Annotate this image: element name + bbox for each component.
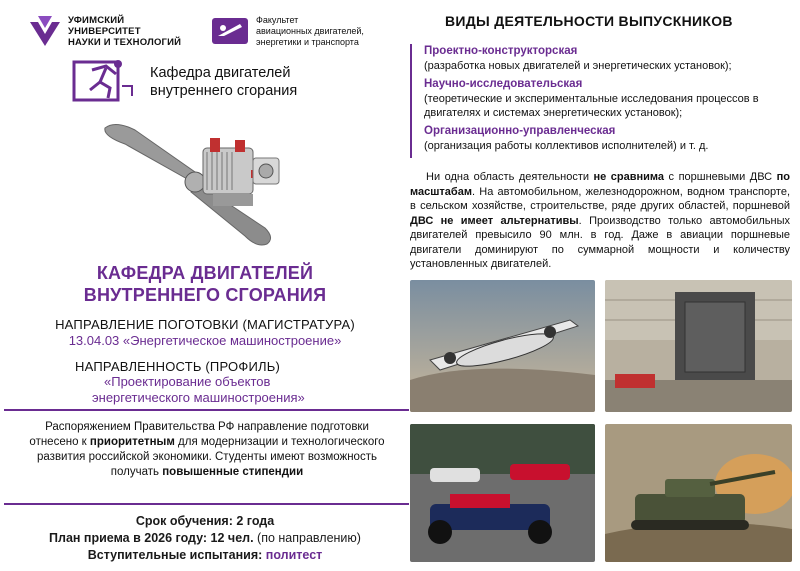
university-logo (28, 14, 198, 48)
priority-paragraph (22, 420, 392, 480)
scholarship-bold: повышенные стипендии (162, 466, 304, 478)
department-name-line: Кафедра двигателей (150, 65, 291, 81)
university-name-line: УНИВЕРСИТЕТ (68, 26, 141, 37)
entrance-exams: Вступительные испытания: политест (87, 548, 323, 562)
tank-photo (605, 424, 792, 562)
activity-bar (410, 44, 412, 158)
university-name-line: НАУКИ И ТЕХНОЛОГИЙ (68, 37, 182, 48)
faculty-name-line: энергетики и транспорта (256, 37, 359, 47)
body-paragraph: Ни одна область деятельности не сравнима с поршневыми ДВС по масштабам. На автомобильном, железнодорожном, водном транспорте, в сельском хозяйстве, строительстве, ряде других областей, поршневой ДВС не имеет альтернативы. Производство только автомобильных двигателей превысило 90 млн. в год. Даже в авиации поршневые двигатели доминируют по суммарной мощности и количеству установленных двигателей. (410, 171, 790, 270)
activity-item: Научно-исследовательская (теоретические и экспериментальные исследования процессов в двигателях и системах энергетических установок); (424, 78, 759, 119)
big-title-line: КАФЕДРА ДВИГАТЕЛЕЙ (96, 263, 314, 283)
direction-heading: НАПРАВЛЕНИЕ ПОГОТОВКИ (МАГИСТРАТУРА) (55, 317, 355, 332)
right-title: ВИДЫ ДЕЯТЕЛЬНОСТИ ВЫПУСКНИКОВ (445, 13, 733, 29)
divider-line (4, 503, 409, 505)
activity-item: Организационно-управленческая (организация работы коллективов исполнителей) и т. д. (424, 125, 709, 152)
priority-text: Распоряжением Правительства РФ направление подготовки отнесено к (29, 421, 369, 448)
airplane-photo (410, 280, 595, 412)
faculty-name-line: авиационных двигателей, (256, 26, 364, 36)
divider-line (4, 409, 409, 411)
big-title-line: ВНУТРЕННЕГО СГОРАНИЯ (83, 285, 327, 305)
faculty-logo-icon (210, 16, 250, 46)
profile-heading: НАПРАВЛЕННОСТЬ (ПРОФИЛЬ) (75, 359, 280, 374)
activity-item: Проектно-конструкторская (разработка новых двигателей и энергетических установок); (424, 45, 732, 72)
department-name-line: внутреннего сгорания (150, 83, 298, 99)
runner-engine-icon (72, 56, 136, 104)
profile-value-line: «Проектирование объектов (104, 374, 271, 389)
direction-value: 13.04.03 «Энергетическое машиностроение» (68, 333, 342, 348)
university-logo-icon (28, 14, 62, 48)
faculty-name-line: Факультет (256, 15, 299, 25)
faculty-logo (210, 14, 390, 50)
propeller-engine-image (95, 110, 295, 255)
department-logo (72, 56, 352, 106)
admission-plan: План приема в 2026 году: 12 чел. (по направлению) (49, 531, 361, 545)
profile-value-line: энергетического машиностроения» (92, 390, 305, 405)
ship-engine-photo (605, 280, 792, 412)
university-name-line: УФИМСКИЙ (68, 15, 125, 26)
priority-bold: приоритетным (89, 436, 175, 448)
priority-text-2: для модернизации и технологического развития российской экономики. Студенты имеют возможность получать (37, 436, 385, 478)
racing-cars-photo (410, 424, 595, 562)
study-term: Срок обучения: 2 года (135, 514, 275, 528)
